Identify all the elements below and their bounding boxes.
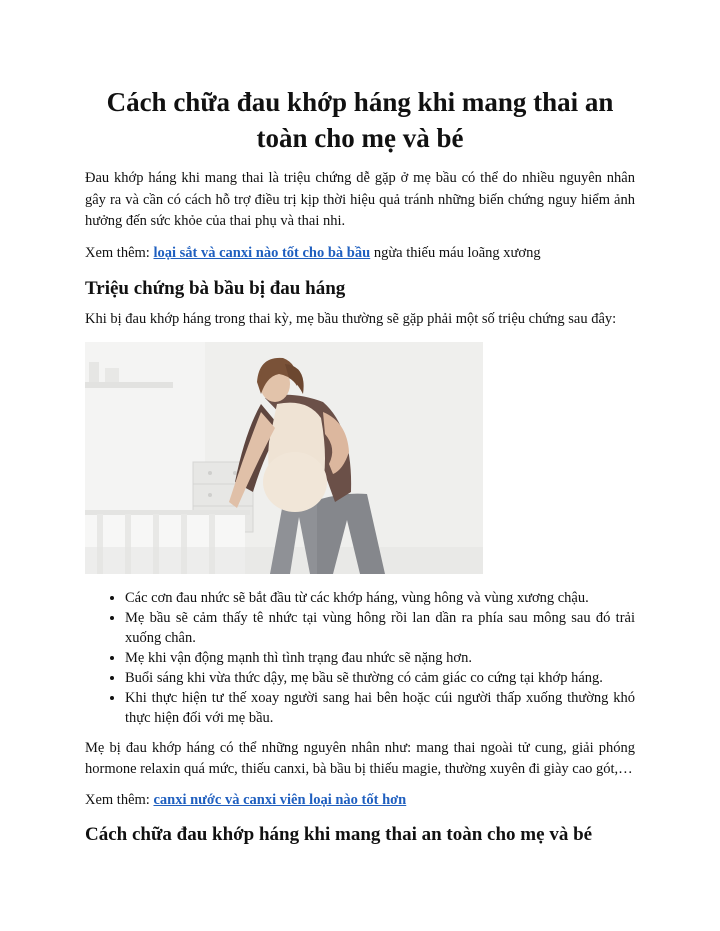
list-item: • Các cơn đau nhức sẽ bắt đầu từ các khớp háng, vùng hông và vùng xương chậu. — [125, 588, 635, 608]
see-also-1-suffix: ngừa thiếu máu loãng xương — [370, 244, 541, 261]
pregnant-woman-photo — [85, 342, 483, 574]
see-also-1 — [85, 243, 635, 263]
see-also-2 — [85, 790, 635, 810]
list-item: • Mẹ bầu sẽ cảm thấy tê nhức tại vùng hông rồi lan dần ra phía sau mông sau đó trải xuống chân. — [125, 608, 635, 648]
intro-paragraph: Đau khớp háng khi mang thai là triệu chứng dễ gặp ở mẹ bầu có thể do nhiều nguyên nhân gây ra và cần có cách hỗ trợ điều trị kịp thời hiệu quả tránh những biến chứng nguy hiểm ảnh hưởng đến sức khỏe của thai phụ và thai nhi. — [85, 170, 635, 229]
section2-heading: Cách chữa đau khớp háng khi mang thai an toàn cho mẹ và bé — [85, 823, 593, 845]
iron-calcium-link[interactable]: loại sắt và canxi nào tốt cho bà bầu — [153, 244, 371, 261]
see-also-2-prefix: Xem thêm: — [85, 791, 154, 808]
list-item: • Mẹ khi vận động mạnh thì tình trạng đau nhức sẽ nặng hơn. — [125, 648, 635, 668]
see-also-1-prefix: Xem thêm: — [85, 244, 154, 261]
section1-lead: Khi bị đau khớp háng trong thai kỳ, mẹ bầu thường sẽ gặp phải một số triệu chứng sau đây: — [85, 310, 617, 327]
list-item: • Khi thực hiện tư thế xoay người sang hai bên hoặc cúi người thấp xuống thường khó thực hiện đối với mẹ bầu. — [125, 688, 635, 728]
symptoms-list — [85, 588, 635, 728]
calcium-comparison-link[interactable]: canxi nước và canxi viên loại nào tốt hơn — [153, 791, 407, 808]
causes-paragraph: Mẹ bị đau khớp háng có thể những nguyên nhân như: mang thai ngoài tử cung, giải phóng hormone relaxin quá mức, thiếu canxi, bà bầu bị thiếu magie, thường xuyên đi giày cao gót,… — [85, 739, 635, 777]
article-title: Cách chữa đau khớp háng khi mang thai an toàn cho mẹ và bé — [106, 87, 614, 153]
list-item: • Buổi sáng khi vừa thức dậy, mẹ bầu sẽ thường có cảm giác co cứng tại khớp háng. — [125, 668, 635, 688]
section1-heading: Triệu chứng bà bầu bị đau háng — [85, 277, 346, 299]
